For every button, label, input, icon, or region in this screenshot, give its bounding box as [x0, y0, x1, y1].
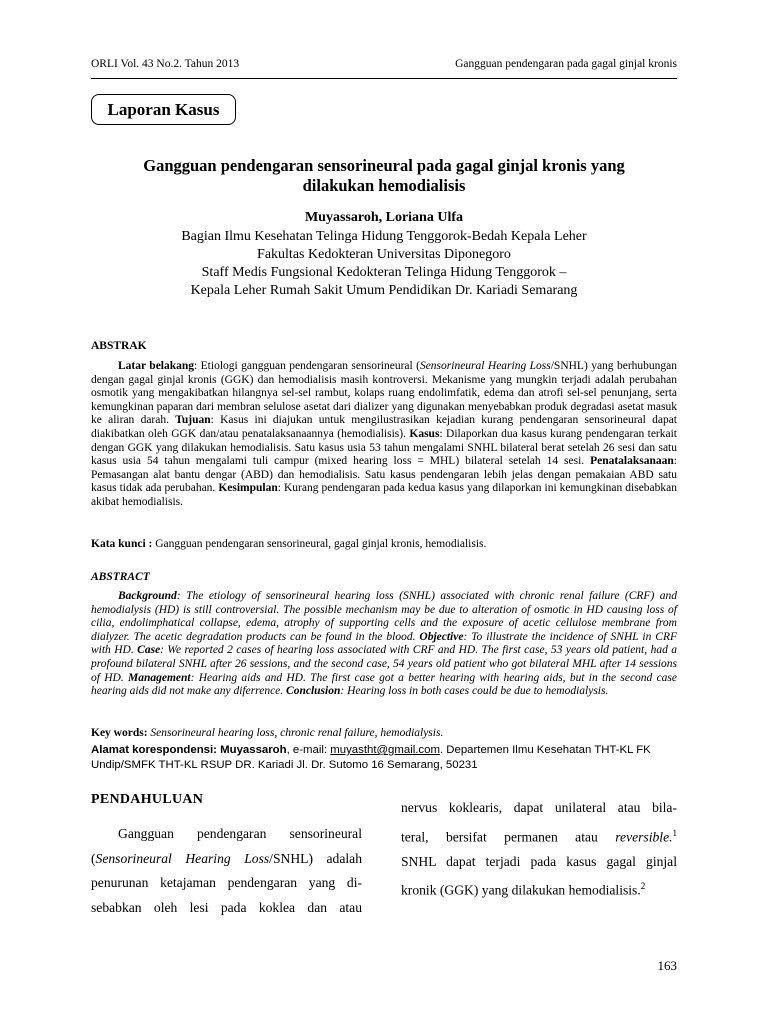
- text-line: teral, bersifat permanen atau reversible.$^1$: [401, 827, 677, 845]
- affiliation-line: Bagian Ilmu Kesehatan Telinga Hidung Tenggorok-Bedah Kepala Leher: [181, 229, 587, 244]
- text-line: penurunan ketajaman pendengaran yang di-: [91, 875, 362, 890]
- key-words: Key words: Sensorineural hearing loss, chronic renal failure, hemodialysis.: [91, 727, 444, 739]
- objective-label: Objective: [419, 630, 464, 643]
- running-title: Gangguan pendengaran pada gagal ginjal kronis: [455, 58, 677, 70]
- header-divider: [91, 78, 677, 79]
- text-line: Gangguan pendengaran sensorineural: [118, 826, 362, 841]
- penatalaksanaan-label: Penatalaksanaan: [590, 455, 674, 468]
- article-title: [91, 156, 677, 196]
- case-label: Case: [137, 644, 161, 657]
- affiliations: [91, 228, 677, 300]
- article-type-label: Laporan Kasus: [91, 94, 236, 125]
- text-line: (Sensorineural Hearing Loss/SNHL) adalah: [91, 850, 362, 866]
- conclusion-label: Conclusion: [286, 685, 341, 698]
- abstrak-body: Latar belakang: Etiologi gangguan pendengaran sensorineural (Sensorineural Hearing Loss/SNHL) yang berhubungan dengan gagal ginjal kronis (GGK) dan hemodialisis masih kontroversi. Mekanisme yang mungkin terjadi adalah perubahan osmotik yang mengakibatkan hilangnya sel-sel rambut, kolaps ruang endolimfatik, edema dan atrofi sel-sel penunjang, serta kemungkinan paparan dari membran selulose asetat dari dializer yang digunakan menyebabkan produk degradasi asetat masuk ke aliran darah. Tujuan: Kasus ini diajukan untuk mengilustrasikan kejadian kurang pendengaran sensorineural dapat diakibatkan oleh GGK dan/atau penatalaksanaannya (hemodialisis). Kasus: Dilaporkan dua kasus kurang pendengaran terkait dengan GGK yang dilakukan hemodialisis. Satu kasus usia 53 tahun mengalami SNHL bilateral berat setelah 26 sesi dan satu kasus usia 54 tahun mengalami tuli campur (mixed hearing loss = MHL) bilateral setelah 14 sesi. Penatalaksanaan: Pemasangan alat bantu dengar (ABD) dan hemodialisis. Satu kasus pendengaran lebih jelas dengan pemakaian ABD satu kasus tidak ada perubahan. Kesimpulan: Kurang pendengaran pada kedua kasus yang dilaporkan ini kemungkinan disebabkan akibat hemodialisis.: [91, 360, 678, 508]
- journal-info: ORLI Vol. 43 No.2. Tahun 2013: [91, 58, 240, 70]
- citation-ref: 1: [672, 827, 677, 838]
- title-line-2: dilakukan hemodialisis: [302, 176, 466, 195]
- correspondence: Alamat korespondensi: Muyassaroh, e-mail: muyastht@gmail.com. Departemen Ilmu Kesehatan THT-KL FK Undip/SMFK THT-KL RSUP DR. Kariadi Jl. Dr. Sutomo 16 Semarang, 50231: [91, 744, 651, 771]
- text-line: nervus koklearis, dapat unilateral atau bila-: [401, 800, 677, 815]
- affiliation-line: Staff Medis Fungsional Kedokteran Telinga Hidung Tenggorok –: [201, 265, 567, 280]
- text-line: SNHL dapat terjadi pada kasus gagal ginjal: [401, 853, 677, 869]
- kesimpulan-label: Kesimpulan: [218, 482, 278, 495]
- kasus-label: Kasus: [409, 427, 440, 440]
- kata-kunci: Kata kunci : Gangguan pendengaran sensorineural, gagal ginjal kronis, hemodialisis.: [91, 538, 487, 550]
- affiliation-line: Fakultas Kedokteran Universitas Diponegoro: [257, 247, 511, 262]
- email-link[interactable]: muyastht@gmail.com: [330, 744, 440, 756]
- citation-ref: 2: [640, 881, 646, 892]
- abstract-body: Background: The etiology of sensorineural hearing loss (SNHL) associated with chronic renal failure (CRF) and hemodialysis (HD) is still controversial. The possible mechanism may be due to alteration of osmotic in HD causing loss of cilia, endolimphatical collapse, edema, atrophy of supporting cells and the exposure of acetic cellulose membrane from dialyzer. The acetic degradation products can be found in the blood. Objective: To illustrate the incidence of SNHL in CRF with HD. Case: We reported 2 cases of hearing loss associated with CRF and HD. The first case, 53 years old patient, had a profound bilateral SNHL after 26 sessions, and the second case, 54 years old patient who got bilateral MHL after 14 sessions of HD. Management: Hearing aids and HD. The first case got a better hearing with hearing aids, but in the second case hearing aids did not make any diferrence. Conclusion: Hearing loss in both cases could be due to hemodialysis.: [91, 590, 678, 698]
- intro-left-column: [91, 822, 362, 920]
- affiliation-line: Kepala Leher Rumah Sakit Umum Pendidikan Dr. Kariadi Semarang: [190, 283, 578, 298]
- background-label: Background: [118, 590, 177, 602]
- management-label: Management: [128, 671, 191, 684]
- latar-label: Latar belakang: [118, 360, 195, 372]
- pendahuluan-heading: PENDAHULUAN: [91, 792, 204, 807]
- snhl-term: Sensorineural Hearing Loss: [419, 360, 551, 372]
- page-number: 163: [657, 958, 677, 973]
- title-line-1: Gangguan pendengaran sensorineural pada gagal ginjal kronis yang: [143, 156, 625, 175]
- authors: Muyassaroh, Loriana Ulfa: [304, 210, 464, 225]
- text-line: sebabkan oleh lesi pada koklea dan atau: [91, 899, 362, 915]
- abstract-heading: ABSTRACT: [91, 571, 150, 583]
- text-line: kronik (GGK) yang dilakukan hemodialisis.$^2$: [401, 881, 646, 898]
- abstrak-heading: ABSTRAK: [91, 340, 147, 352]
- intro-right-column: [401, 796, 677, 903]
- tujuan-label: Tujuan: [175, 414, 211, 427]
